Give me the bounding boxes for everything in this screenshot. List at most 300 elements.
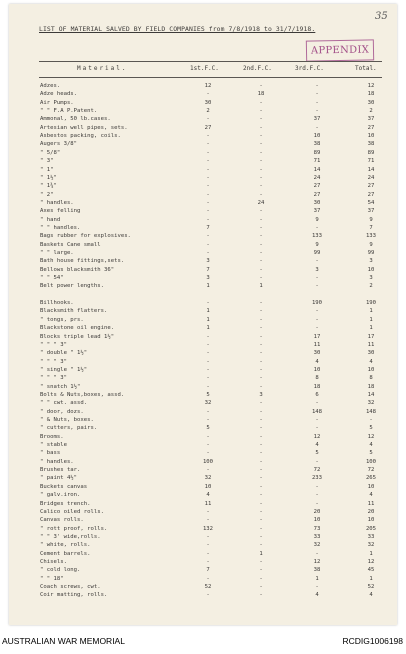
cell-c2: - (259, 250, 263, 256)
cell-c1: - (206, 191, 210, 198)
cell-c2: - (259, 433, 263, 440)
cell-c2: - (259, 308, 263, 315)
material-name: Blackstone oil engine. (40, 325, 115, 332)
cell-total: 3 (369, 275, 373, 282)
cell-c1: - (206, 241, 210, 248)
table-row (9, 284, 397, 291)
cell-total: 20 (367, 508, 375, 515)
cell-c3: 89 (313, 149, 321, 156)
cell-total: 4 (369, 592, 373, 599)
cell-c3: 71 (313, 158, 321, 165)
material-name: " double " 1½" (40, 350, 88, 357)
material-name: " " 18" (40, 575, 64, 582)
footer-institution: AUSTRALIAN WAR MEMORIAL (2, 636, 125, 646)
cell-c1: 30 (204, 99, 212, 106)
cell-total: 10 (367, 133, 375, 140)
cell-c2: - (259, 408, 263, 415)
material-name: " " 3' wide,rolls. (40, 533, 101, 540)
cell-c3: 12 (313, 558, 321, 565)
cell-c3: - (315, 108, 319, 115)
cell-total: 100 (365, 458, 377, 465)
material-name: Ammonal, 50 lb.cases. (40, 116, 111, 123)
cell-total: 14 (367, 391, 375, 398)
cell-c1: 1 (206, 308, 210, 315)
table-row (9, 552, 397, 559)
header-2nd-fc: 2nd.F.C. (243, 65, 272, 72)
cell-total: 11 (367, 500, 375, 507)
cell-c2: - (259, 442, 263, 449)
material-name: Brushes tar. (40, 467, 81, 474)
cell-total: 12 (367, 83, 375, 89)
cell-total: 12 (367, 558, 375, 565)
cell-total: 5 (369, 425, 373, 432)
cell-total: 18 (367, 91, 375, 98)
cell-c2: - (259, 584, 263, 590)
cell-c1: - (206, 341, 210, 348)
cell-c3: 11 (313, 341, 321, 348)
table-row (9, 460, 397, 467)
table-row (9, 159, 397, 166)
cell-c2: - (259, 158, 263, 165)
material-name: Axes felling (40, 208, 81, 215)
cell-c1: 7 (206, 266, 210, 273)
cell-total: 148 (365, 408, 377, 415)
cell-total: 99 (367, 250, 375, 256)
cell-c3: - (315, 483, 319, 490)
cell-c2: - (259, 224, 263, 231)
cell-c1: - (206, 116, 210, 123)
material-name: Air Pumps. (40, 99, 74, 106)
cell-c2: - (259, 99, 263, 106)
cell-c3: 72 (313, 467, 321, 474)
cell-total: 17 (367, 333, 375, 340)
table-row (9, 326, 397, 333)
cell-c1: 52 (204, 584, 212, 590)
cell-c3: - (315, 275, 319, 282)
cell-total: 1 (369, 575, 373, 582)
cell-c3: - (315, 458, 319, 465)
table-row (9, 301, 397, 308)
material-name: Artesian well pipes, sets. (40, 124, 128, 131)
cell-c2: - (259, 233, 263, 240)
table-row (9, 410, 397, 417)
cell-c1: 3 (206, 258, 210, 265)
table-row (9, 376, 397, 383)
material-name: " " cwt. assd. (40, 400, 88, 407)
cell-c1: - (206, 158, 210, 165)
archive-footer (0, 636, 406, 650)
material-name: " stable (40, 442, 67, 449)
appendix-stamp: APPENDIX (306, 39, 374, 61)
table-row (9, 485, 397, 492)
cell-c1: - (206, 358, 210, 365)
cell-c2: - (259, 592, 263, 599)
header-material: Material. (77, 65, 128, 72)
cell-c3: - (315, 500, 319, 507)
material-name: Chisels. (40, 558, 67, 565)
cell-c1: - (206, 208, 210, 215)
material-name: " galv.iron. (40, 492, 81, 499)
table-row (9, 510, 397, 517)
cell-c1: - (206, 433, 210, 440)
cell-c3: - (315, 325, 319, 332)
cell-c3: 3 (315, 266, 319, 273)
cell-c2: - (259, 400, 263, 407)
footer-record-id: RCDIG1006198 (342, 636, 403, 646)
table-row (9, 527, 397, 534)
cell-c3: - (315, 91, 319, 98)
table-row (9, 309, 397, 316)
cell-c1: - (206, 508, 210, 515)
cell-c3: 233 (311, 475, 323, 482)
table-row (9, 268, 397, 275)
cell-total: 4 (369, 358, 373, 365)
cell-c1: 1 (206, 316, 210, 323)
cell-c1: 7 (206, 567, 210, 574)
material-name: Augers 3/8" (40, 141, 78, 148)
material-name: " handles. (40, 458, 74, 465)
material-name: " 1" (40, 166, 54, 173)
cell-c3: 9 (315, 216, 319, 223)
cell-c1: - (206, 408, 210, 415)
table-row (9, 335, 397, 342)
cell-c2: - (259, 333, 263, 340)
cell-c2: - (259, 542, 263, 549)
cell-c1: 1 (206, 325, 210, 332)
cell-c1: 32 (204, 400, 212, 407)
table-row (9, 117, 397, 124)
material-name: Canvas rolls. (40, 517, 84, 524)
material-name: " 2" (40, 191, 54, 198)
cell-c2: 1 (259, 550, 263, 557)
cell-c2: - (259, 300, 263, 307)
cell-c2: - (259, 191, 263, 198)
cell-c3: - (315, 400, 319, 407)
cell-c1: - (206, 333, 210, 340)
material-name: Calico oiled rolls. (40, 508, 104, 515)
cell-c2: - (259, 208, 263, 215)
cell-c2: - (259, 467, 263, 474)
cell-c2: - (259, 500, 263, 507)
cell-c2: - (259, 216, 263, 223)
cell-c2: - (259, 316, 263, 323)
material-name: " handles. (40, 199, 74, 206)
cell-total: 1 (369, 316, 373, 323)
table-row (9, 393, 397, 400)
material-name: " bass (40, 450, 61, 457)
cell-c1: - (206, 166, 210, 173)
material-name: " cold long. (40, 567, 81, 574)
cell-c1: - (206, 366, 210, 373)
table-row (9, 360, 397, 367)
cell-c1: 12 (204, 83, 212, 89)
cell-c2: - (259, 83, 263, 89)
cell-c2: - (259, 458, 263, 465)
table-row (9, 343, 397, 350)
material-name: " " " 3" (40, 375, 67, 382)
table-row (9, 493, 397, 500)
cell-c2: - (259, 241, 263, 248)
table-row (9, 193, 397, 200)
cell-total: 10 (367, 483, 375, 490)
table-row (9, 543, 397, 550)
cell-total: 9 (369, 216, 373, 223)
cell-c3: 17 (313, 333, 321, 340)
cell-c3: 12 (313, 433, 321, 440)
cell-c3: 30 (313, 350, 321, 357)
cell-c1: - (206, 533, 210, 540)
header-1st-fc: 1st.F.C. (190, 65, 219, 72)
cell-c1: - (206, 233, 210, 240)
cell-c2: 18 (257, 91, 265, 98)
cell-total: 27 (367, 191, 375, 198)
cell-total: - (369, 417, 373, 423)
cell-c2: 1 (259, 283, 263, 290)
table-row (9, 443, 397, 450)
cell-total: 18 (367, 383, 375, 390)
cell-c1: 7 (206, 224, 210, 231)
material-name: Adzes. (40, 83, 61, 89)
cell-c1: - (206, 149, 210, 156)
table-row (9, 226, 397, 233)
table-row (9, 92, 397, 99)
table-row (9, 184, 397, 191)
material-name: " single " 1½" (40, 366, 88, 373)
cell-c2: - (259, 149, 263, 156)
cell-total: 89 (367, 149, 375, 156)
cell-total: 27 (367, 124, 375, 131)
table-row (9, 259, 397, 266)
cell-c3: - (315, 258, 319, 265)
cell-c3: 32 (313, 542, 321, 549)
table-row (9, 176, 397, 183)
table-row (9, 518, 397, 525)
cell-total: 11 (367, 341, 375, 348)
cell-c3: 27 (313, 183, 321, 190)
cell-c2: - (259, 341, 263, 348)
material-name: " & Nuts, boxes. (40, 417, 94, 423)
cell-total: 32 (367, 542, 375, 549)
cell-total: 133 (365, 233, 377, 240)
table-row (9, 218, 397, 225)
cell-total: 9 (369, 241, 373, 248)
material-name: " white, rolls. (40, 542, 91, 549)
cell-total: 265 (365, 475, 377, 482)
cell-total: 38 (367, 141, 375, 148)
cell-c1: - (206, 542, 210, 549)
cell-c3: 18 (313, 383, 321, 390)
material-name: " tongs, prs. (40, 316, 84, 323)
material-name: " 1½" (40, 174, 57, 181)
cell-c1: 100 (202, 458, 214, 465)
cell-total: 2 (369, 283, 373, 290)
cell-c3: 4 (315, 358, 319, 365)
material-name: Bags rubber for explosives. (40, 233, 131, 240)
cell-c2: - (259, 266, 263, 273)
cell-c3: 5 (315, 450, 319, 457)
cell-c1: 11 (204, 500, 212, 507)
cell-c1: - (206, 375, 210, 382)
material-name: Blocks triple lead 1½" (40, 333, 115, 340)
cell-c3: 33 (313, 533, 321, 540)
table-row (9, 168, 397, 175)
cell-c3: 8 (315, 375, 319, 382)
cell-c3: - (315, 224, 319, 231)
cell-total: 37 (367, 116, 375, 123)
cell-total: 30 (367, 350, 375, 357)
cell-c3: - (315, 417, 319, 423)
cell-c1: - (206, 216, 210, 223)
table-row (9, 101, 397, 108)
table-row (9, 243, 397, 250)
cell-c3: 99 (313, 250, 321, 256)
cell-c1: - (206, 517, 210, 524)
cell-c2: - (259, 383, 263, 390)
cell-c3: 38 (313, 567, 321, 574)
cell-c2: - (259, 575, 263, 582)
table-row (9, 109, 397, 116)
material-name: " " " 3" (40, 341, 67, 348)
material-name: Coir matting, rolls. (40, 592, 108, 599)
cell-c2: - (259, 258, 263, 265)
material-name: " " " 3" (40, 358, 67, 365)
table-row (9, 293, 397, 300)
cell-c3: 190 (311, 300, 323, 307)
material-name: Bath house fittings,sets. (40, 258, 125, 265)
material-name: Bolts & Nuts,boxes, assd. (40, 391, 125, 398)
table-row (9, 351, 397, 358)
table-row (9, 502, 397, 509)
cell-c1: - (206, 383, 210, 390)
material-name: Coach screws, cwt. (40, 584, 101, 590)
table-row (9, 568, 397, 575)
cell-c1: - (206, 467, 210, 474)
cell-total: 2 (369, 108, 373, 115)
cell-c3: - (315, 83, 319, 89)
cell-total: 4 (369, 492, 373, 499)
cell-c2: - (259, 124, 263, 131)
table-row (9, 577, 397, 584)
header-3rd-fc: 3rd.F.C. (295, 65, 324, 72)
cell-c1: 3 (206, 275, 210, 282)
cell-c1: 5 (206, 391, 210, 398)
table-row (9, 368, 397, 375)
material-name: " door, dozs. (40, 408, 84, 415)
table-row (9, 84, 397, 91)
cell-total: 72 (367, 467, 375, 474)
cell-c2: - (259, 108, 263, 115)
cell-c3: 27 (313, 191, 321, 198)
table-row (9, 435, 397, 442)
cell-c1: - (206, 350, 210, 357)
material-name: " 1¾" (40, 183, 57, 190)
cell-c2: - (259, 517, 263, 524)
cell-c1: 10 (204, 483, 212, 490)
cell-c2: 24 (257, 199, 265, 206)
cell-total: 14 (367, 166, 375, 173)
cell-c1: - (206, 300, 210, 307)
cell-c3: 4 (315, 442, 319, 449)
cell-c2: - (259, 450, 263, 457)
material-name: Buckets canvas (40, 483, 88, 490)
cell-c1: - (206, 450, 210, 457)
cell-c3: - (315, 584, 319, 590)
material-name: " " F.A P.Patent. (40, 108, 98, 115)
material-name: Bellows blacksmith 36" (40, 266, 115, 273)
cell-c1: - (206, 91, 210, 98)
cell-c1: - (206, 174, 210, 181)
cell-total: 30 (367, 99, 375, 106)
header-total: Total. (355, 65, 377, 72)
cell-c2: - (259, 375, 263, 382)
cell-c2: - (259, 141, 263, 148)
cell-c3: 6 (315, 391, 319, 398)
cell-c2: - (259, 174, 263, 181)
cell-total: 71 (367, 158, 375, 165)
cell-c3: 148 (311, 408, 323, 415)
table-row (9, 585, 397, 592)
cell-c2: - (259, 492, 263, 499)
cell-total: 3 (369, 258, 373, 265)
cell-total: 205 (365, 525, 377, 532)
material-name: " rott proof, rolls. (40, 525, 108, 532)
cell-total: 190 (365, 300, 377, 307)
table-row (9, 318, 397, 325)
cell-c3: 1 (315, 575, 319, 582)
material-name: " " handles. (40, 224, 81, 231)
cell-total: 4 (369, 442, 373, 449)
cell-total: 10 (367, 266, 375, 273)
cell-c3: - (315, 308, 319, 315)
cell-c3: - (315, 316, 319, 323)
document-page (9, 4, 397, 625)
cell-total: 1 (369, 550, 373, 557)
cell-total: 1 (369, 325, 373, 332)
table-row (9, 134, 397, 141)
cell-c1: 5 (206, 425, 210, 432)
material-name: " cutters, pairs. (40, 425, 98, 432)
material-name: Blacksmith flatters. (40, 308, 108, 315)
cell-total: 12 (367, 433, 375, 440)
document-title: LIST OF MATERIAL SALVED BY FIELD COMPANIES from 7/8/1918 to 31/7/1918. (39, 25, 316, 33)
material-name: " " large. (40, 250, 74, 256)
cell-c1: 1 (206, 283, 210, 290)
cell-total: 45 (367, 567, 375, 574)
cell-c3: 20 (313, 508, 321, 515)
cell-total: 1 (369, 308, 373, 315)
cell-c1: 32 (204, 475, 212, 482)
table-row (9, 251, 397, 258)
table-row (9, 593, 397, 600)
cell-c1: - (206, 250, 210, 256)
cell-c3: 37 (313, 116, 321, 123)
material-name: Baskets Cane small (40, 241, 101, 248)
cell-c1: - (206, 141, 210, 148)
table-row (9, 201, 397, 208)
cell-c1: 132 (202, 525, 214, 532)
cell-c2: - (259, 166, 263, 173)
cell-c3: 73 (313, 525, 321, 532)
cell-c3: 10 (313, 517, 321, 524)
cell-total: 32 (367, 400, 375, 407)
cell-c2: - (259, 275, 263, 282)
cell-total: 10 (367, 366, 375, 373)
material-name: " hand (40, 216, 61, 223)
material-name: " 5/8" (40, 149, 61, 156)
material-name: Cement barrels. (40, 550, 91, 557)
table-row (9, 401, 397, 408)
cell-c3: 38 (313, 141, 321, 148)
